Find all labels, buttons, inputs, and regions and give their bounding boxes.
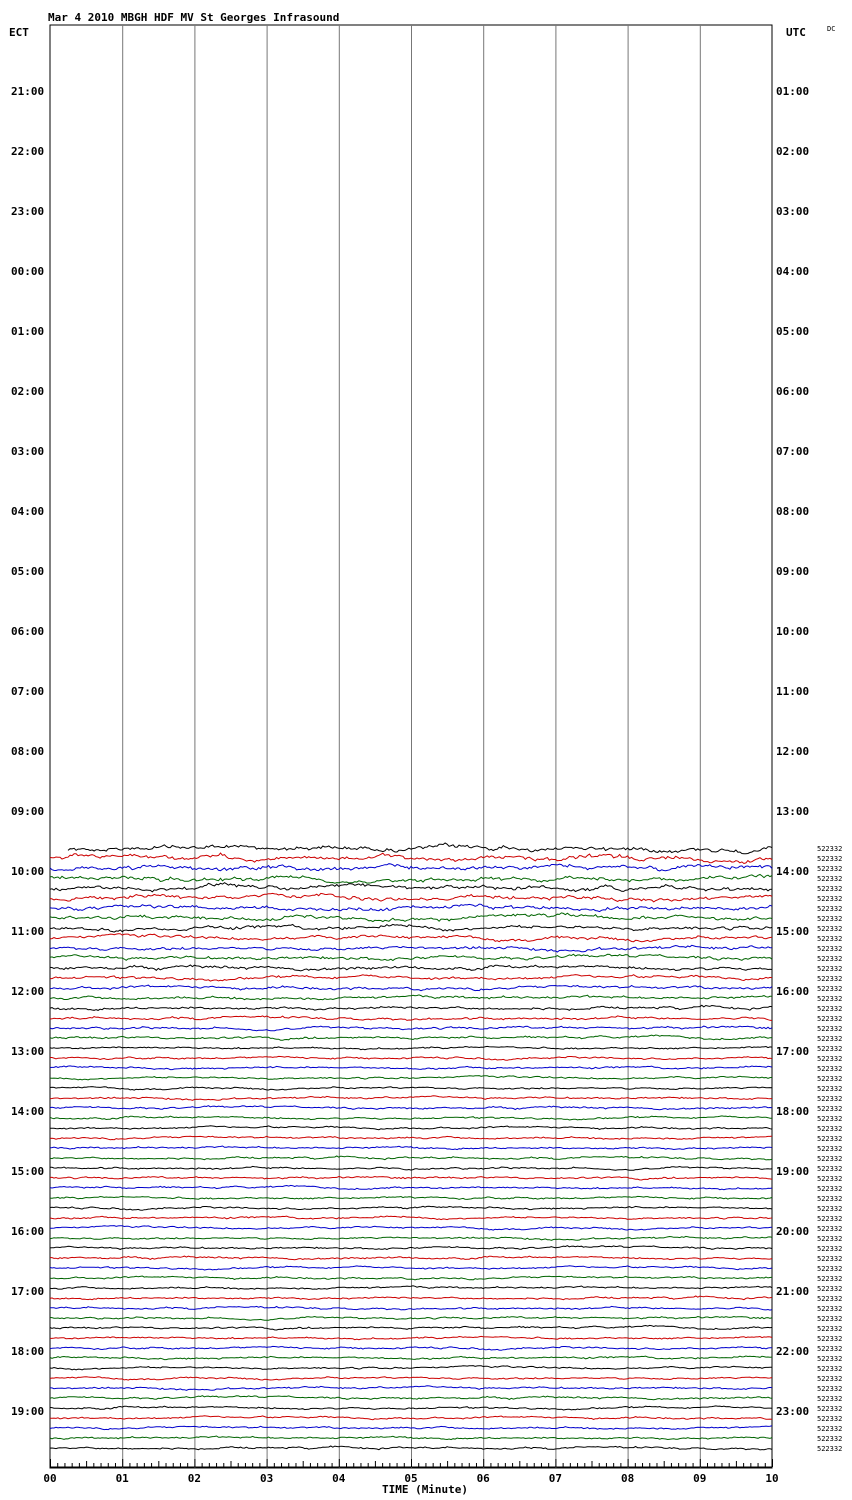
trace-scale-label: 522332: [817, 1325, 843, 1333]
trace-scale-label: 522332: [817, 1265, 843, 1273]
trace-scale-label: 522332: [817, 1165, 843, 1173]
left-hour-label: 07:00: [11, 685, 45, 698]
left-hour-label: 11:00: [11, 925, 45, 938]
right-hour-label: 21:00: [776, 1285, 810, 1298]
x-tick-label: 06: [476, 1472, 490, 1485]
trace-scale-label: 522332: [817, 935, 843, 943]
right-hour-label: 15:00: [776, 925, 810, 938]
x-tick-label: 03: [259, 1472, 274, 1485]
left-hour-label: 01:00: [11, 325, 45, 338]
trace-scale-label: 522332: [817, 1285, 843, 1293]
trace-scale-label: 522332: [817, 965, 843, 973]
trace-scale-label: 522332: [817, 1235, 843, 1243]
left-hour-label: 13:00: [11, 1045, 45, 1058]
trace-scale-label: 522332: [817, 975, 843, 983]
x-tick-label: 09: [693, 1472, 707, 1485]
right-hour-label: 09:00: [776, 565, 810, 578]
x-tick-label: 01: [115, 1472, 129, 1485]
trace-scale-label: 522332: [817, 865, 843, 873]
trace-scale-label: 522332: [817, 925, 843, 933]
trace-scale-label: 522332: [817, 1355, 843, 1363]
trace-scale-label: 522332: [817, 995, 843, 1003]
right-hour-label: 17:00: [776, 1045, 810, 1058]
left-hour-label: 03:00: [11, 445, 45, 458]
trace-scale-label: 522332: [817, 885, 843, 893]
trace-scale-label: 522332: [817, 1395, 843, 1403]
trace-scale-label: 522332: [817, 945, 843, 953]
trace-scale-label: 522332: [817, 1405, 843, 1413]
trace-scale-label: 522332: [817, 1015, 843, 1023]
left-hour-label: 04:00: [11, 505, 45, 518]
trace-scale-label: 522332: [817, 1055, 843, 1063]
trace-scale-label: 522332: [817, 985, 843, 993]
trace-scale-label: 522332: [817, 1045, 843, 1053]
trace-scale-label: 522332: [817, 1185, 843, 1193]
x-tick-label: 04: [332, 1472, 346, 1485]
left-hour-label: 05:00: [11, 565, 45, 578]
trace-line: [68, 843, 772, 854]
right-hour-label: 14:00: [776, 865, 810, 878]
trace-scale-label: 522332: [817, 905, 843, 913]
trace-scale-label: 522332: [817, 1135, 843, 1143]
right-hour-label: 08:00: [776, 505, 810, 518]
trace-scale-label: 522332: [817, 1315, 843, 1323]
trace-scale-label: 522332: [817, 1205, 843, 1213]
trace-scale-label: 522332: [817, 1085, 843, 1093]
trace-scale-label: 522332: [817, 1425, 843, 1433]
left-hour-label: 00:00: [11, 265, 45, 278]
right-hour-label: 18:00: [776, 1105, 810, 1118]
trace-scale-label: 522332: [817, 1305, 843, 1313]
trace-scale-label: 522332: [817, 1375, 843, 1383]
chart-title: Mar 4 2010 MBGH HDF MV St Georges Infrasound: [48, 11, 340, 24]
trace-scale-label: 522332: [817, 1255, 843, 1263]
right-hour-label: 23:00: [776, 1405, 810, 1418]
trace-scale-label: 522332: [817, 1145, 843, 1153]
right-hour-label: 13:00: [776, 805, 810, 818]
x-tick-label: 07: [548, 1472, 563, 1485]
x-axis: [43, 1459, 778, 1485]
x-tick-label: 08: [620, 1472, 635, 1485]
trace-scale-label: 522332: [817, 1075, 843, 1083]
trace-scale-label: 522332: [817, 1035, 843, 1043]
trace-scale-label: 522332: [817, 1195, 843, 1203]
left-hour-label: 16:00: [11, 1225, 45, 1238]
left-hour-label: 18:00: [11, 1345, 45, 1358]
right-hour-label: 02:00: [776, 145, 810, 158]
left-hour-label: 22:00: [11, 145, 45, 158]
right-hour-labels: [776, 85, 809, 1418]
trace-scale-label: 522332: [817, 845, 843, 853]
trace-scale-label: 522332: [817, 1445, 843, 1453]
trace-scale-label: 522332: [817, 1175, 843, 1183]
trace-scale-label: 522332: [817, 1095, 843, 1103]
trace-scale-label: 522332: [817, 1005, 843, 1013]
left-hour-label: 08:00: [11, 745, 45, 758]
trace-scale-label: 522332: [817, 895, 843, 903]
left-hour-label: 23:00: [11, 205, 45, 218]
x-axis-title: TIME (Minute): [381, 1483, 469, 1496]
minute-gridlines: [123, 25, 701, 1468]
right-hour-label: 01:00: [776, 85, 810, 98]
x-tick-label: 00: [43, 1472, 57, 1485]
trace-scale-label: 522332: [817, 1215, 843, 1223]
trace-scale-label: 522332: [817, 1225, 843, 1233]
trace-scale-label: 522332: [817, 1125, 843, 1133]
left-hour-label: 12:00: [11, 985, 45, 998]
trace-scale-label: 522332: [817, 1115, 843, 1123]
x-tick-label: 02: [187, 1472, 202, 1485]
trace-scale-label: 522332: [817, 1365, 843, 1373]
trace-scale-label: 522332: [817, 915, 843, 923]
right-hour-label: 06:00: [776, 385, 810, 398]
left-hour-label: 14:00: [11, 1105, 45, 1118]
right-hour-label: 22:00: [776, 1345, 810, 1358]
trace-scale-label: 522332: [817, 855, 843, 863]
trace-scale-label: 522332: [817, 955, 843, 963]
x-tick-label: 10: [765, 1472, 779, 1485]
trace-scale-label: 522332: [817, 1245, 843, 1253]
left-hour-label: 09:00: [11, 805, 45, 818]
left-hour-labels: [11, 85, 44, 1418]
trace-scale-label: 522332: [817, 1105, 843, 1113]
right-axis-label: UTC: [786, 26, 806, 39]
trace-scale-label: 522332: [817, 1415, 843, 1423]
left-axis-label: ECT: [9, 26, 29, 39]
corner-label: DC: [827, 25, 836, 33]
trace-scale-label: 522332: [817, 1335, 843, 1343]
right-hour-label: 05:00: [776, 325, 810, 338]
trace-scale-label: 522332: [817, 1345, 843, 1353]
right-hour-label: 19:00: [776, 1165, 810, 1178]
left-hour-label: 15:00: [11, 1165, 45, 1178]
left-hour-label: 10:00: [11, 865, 45, 878]
left-hour-label: 02:00: [11, 385, 45, 398]
trace-scale-label: 522332: [817, 1435, 843, 1443]
trace-scale-labels: [817, 845, 842, 1453]
trace-scale-label: 522332: [817, 875, 843, 883]
right-hour-label: 16:00: [776, 985, 810, 998]
left-hour-label: 21:00: [11, 85, 45, 98]
left-hour-label: 19:00: [11, 1405, 45, 1418]
left-hour-label: 17:00: [11, 1285, 45, 1298]
x-tick-label: 05: [404, 1472, 418, 1485]
trace-scale-label: 522332: [817, 1295, 843, 1303]
trace-scale-label: 522332: [817, 1155, 843, 1163]
right-hour-label: 07:00: [776, 445, 810, 458]
trace-scale-label: 522332: [817, 1275, 843, 1283]
trace-scale-label: 522332: [817, 1065, 843, 1073]
right-hour-label: 11:00: [776, 685, 810, 698]
right-hour-label: 12:00: [776, 745, 810, 758]
right-hour-label: 10:00: [776, 625, 810, 638]
trace-scale-label: 522332: [817, 1025, 843, 1033]
right-hour-label: 03:00: [776, 205, 810, 218]
left-hour-label: 06:00: [11, 625, 45, 638]
trace-scale-label: 522332: [817, 1385, 843, 1393]
right-hour-label: 04:00: [776, 265, 810, 278]
right-hour-label: 20:00: [776, 1225, 810, 1238]
